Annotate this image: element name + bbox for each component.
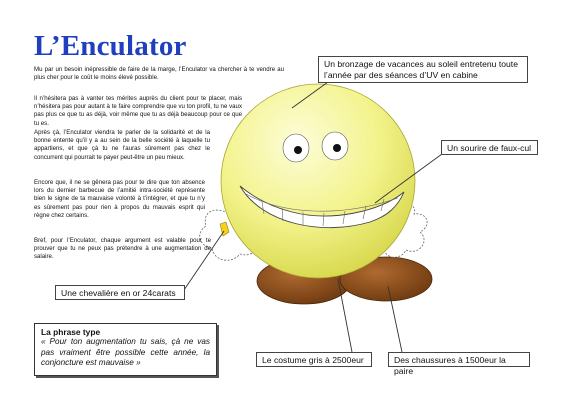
- left-pupil: [294, 146, 302, 154]
- callout-costume: Le costume gris à 2500eur: [256, 352, 372, 367]
- phrase-type-text: « Pour ton augmentation tu sais, çà ne vas pas vraiment être possible cette année, la conjoncture est mauvaise »: [41, 337, 210, 367]
- paragraph-4: Encore que, il ne se gênera pas pour te dire que ton absence lors du dernier barbecue de l’amitié intra-société représente bien le signe de ta mauvaise volonté à t’intégrer, et que tu n’y es sûrement pas pour rien à propos du mauvais esprit qui règne chez certains.: [34, 179, 205, 219]
- callout-chevaliere: Une chevalière en or 24carats: [55, 285, 185, 300]
- phrase-type-title: La phrase type: [41, 327, 101, 337]
- face: [221, 84, 415, 278]
- paragraph-5: Bref, pour l’Enculator, chaque argument est valable pour te prouver que tu ne peux pas prétendre à une augmentation de salaire.: [34, 237, 211, 261]
- callout-sourire: Un sourire de faux-cul: [441, 140, 538, 155]
- phrase-type-box: [34, 323, 217, 376]
- callout-bronzage: Un bronzage de vacances au soleil entretenu toute l’année par des séances d’UV en cabine: [318, 56, 528, 83]
- right-pupil: [333, 144, 341, 152]
- paragraph-2: Il n’hésitera pas à vanter tes mérites auprès du client pour te placer, mais n’hésitera pas pour autant à te faire comprendre que vu ton profil, tu ne vaux pas plus ce que tu as déjà, voir même que tu as déjà beaucoup pour ce que tu es.: [34, 95, 242, 127]
- callout-chaussures: Des chaussures à 1500eur la paire: [388, 352, 530, 367]
- paragraph-3: Après çà, l’Enculator viendra te parler de la solidarité et de la bonne entente qu’il y a au sein de la belle société à laquelle tu appartiens, et que çà tu ne l’auras sûrement pas chez le concurrent qui pourrait te payer peut-être un peu mieux.: [34, 129, 210, 161]
- page-title: L’Enculator: [34, 30, 187, 62]
- paragraph-1: Mu par un besoin inépressible de faire de la marge, l’Enculator va chercher à te vendre au plus cher pour le coût le moins élevé possible.: [34, 66, 284, 82]
